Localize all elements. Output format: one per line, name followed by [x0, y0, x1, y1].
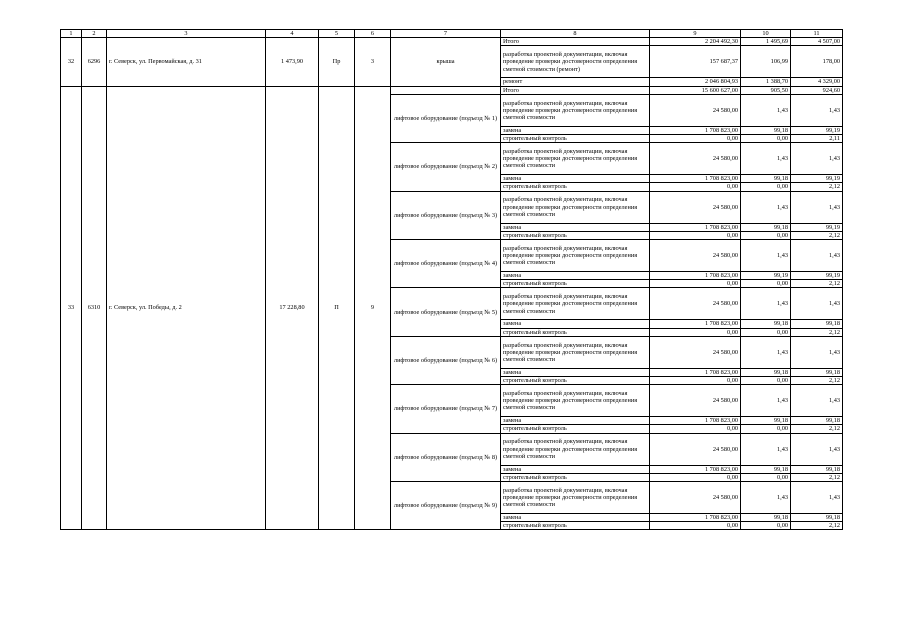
work-type: замена — [501, 175, 650, 183]
column-number-row — [61, 30, 843, 38]
cost-amount: 1 708 823,00 — [650, 272, 741, 280]
work-type: строительный контроль — [501, 425, 650, 433]
max-unit-cost: 4 329,00 — [791, 78, 843, 86]
work-type: строительный контроль — [501, 473, 650, 481]
cost-amount: 0,00 — [650, 183, 741, 191]
work-type: Итого — [501, 86, 650, 94]
element-name: лифтовое оборудование (подъезд № 6) — [391, 336, 501, 384]
unit-cost: 1,43 — [741, 240, 791, 272]
work-type: разработка проектной документации, включая проведение проверки достоверности определения сметной стоимости — [501, 433, 650, 465]
work-type: строительный контроль — [501, 377, 650, 385]
work-type: разработка проектной документации, включая проведение проверки достоверности определения сметной стоимости — [501, 191, 650, 223]
unit-cost: 0,00 — [741, 135, 791, 143]
unit-cost: 99,18 — [741, 223, 791, 231]
unit-cost: 1,43 — [741, 143, 791, 175]
cost-amount: 1 708 823,00 — [650, 465, 741, 473]
unit-cost: 99,18 — [741, 465, 791, 473]
max-unit-cost: 4 507,00 — [791, 38, 843, 46]
cost-amount: 157 687,37 — [650, 46, 741, 78]
element-name: лифтовое оборудование (подъезд № 3) — [391, 191, 501, 239]
building-type: П — [319, 86, 355, 530]
table-row — [61, 38, 843, 46]
unit-cost: 1,43 — [741, 385, 791, 417]
element-name: лифтовое оборудование (подъезд № 4) — [391, 240, 501, 288]
column-number: 9 — [650, 30, 741, 38]
row-number: 33 — [61, 86, 82, 530]
max-unit-cost: 2,11 — [791, 135, 843, 143]
max-unit-cost: 1,43 — [791, 240, 843, 272]
column-number: 3 — [107, 30, 266, 38]
unit-cost: 0,00 — [741, 377, 791, 385]
row-number: 32 — [61, 38, 82, 86]
max-unit-cost: 1,43 — [791, 288, 843, 320]
work-type: строительный контроль — [501, 280, 650, 288]
cost-amount: 24 580,00 — [650, 143, 741, 175]
work-type: разработка проектной документации, включая проведение проверки достоверности определения сметной стоимости — [501, 482, 650, 514]
max-unit-cost: 99,18 — [791, 514, 843, 522]
max-unit-cost: 1,43 — [791, 191, 843, 223]
unit-cost: 106,99 — [741, 46, 791, 78]
column-number: 1 — [61, 30, 82, 38]
max-unit-cost: 2,12 — [791, 377, 843, 385]
cost-amount: 0,00 — [650, 425, 741, 433]
unit-cost: 0,00 — [741, 183, 791, 191]
max-unit-cost: 1,43 — [791, 336, 843, 368]
element-name — [391, 86, 501, 94]
column-number: 10 — [741, 30, 791, 38]
cost-amount: 1 708 823,00 — [650, 368, 741, 376]
unit-cost: 0,00 — [741, 231, 791, 239]
unit-cost: 0,00 — [741, 522, 791, 530]
max-unit-cost: 99,19 — [791, 272, 843, 280]
unit-cost: 0,00 — [741, 473, 791, 481]
unit-cost: 99,18 — [741, 368, 791, 376]
cost-amount: 0,00 — [650, 231, 741, 239]
floor-count: 3 — [355, 38, 391, 86]
column-number: 2 — [82, 30, 107, 38]
work-type: строительный контроль — [501, 183, 650, 191]
work-type: замена — [501, 320, 650, 328]
unit-cost: 905,50 — [741, 86, 791, 94]
building-area: 1 473,90 — [266, 38, 319, 86]
unit-cost: 0,00 — [741, 425, 791, 433]
element-name: лифтовое оборудование (подъезд № 1) — [391, 94, 501, 142]
unit-cost: 1,43 — [741, 191, 791, 223]
work-type: разработка проектной документации, включая проведение проверки достоверности определения сметной стоимости — [501, 288, 650, 320]
cost-amount: 24 580,00 — [650, 240, 741, 272]
element-name: крыша — [391, 38, 501, 86]
max-unit-cost: 99,19 — [791, 223, 843, 231]
cost-amount: 2 204 492,30 — [650, 38, 741, 46]
unit-cost: 1 388,70 — [741, 78, 791, 86]
table-row — [61, 86, 843, 94]
work-type: разработка проектной документации, включая проведение проверки достоверности определения сметной стоимости — [501, 385, 650, 417]
cost-amount: 0,00 — [650, 328, 741, 336]
cost-amount: 0,00 — [650, 377, 741, 385]
element-name: лифтовое оборудование (подъезд № 7) — [391, 385, 501, 433]
cost-amount: 1 708 823,00 — [650, 175, 741, 183]
unit-cost: 1,43 — [741, 482, 791, 514]
max-unit-cost: 178,00 — [791, 46, 843, 78]
work-type: строительный контроль — [501, 328, 650, 336]
floor-count: 9 — [355, 86, 391, 530]
work-type: замена — [501, 223, 650, 231]
cost-amount: 0,00 — [650, 473, 741, 481]
cost-amount: 1 708 823,00 — [650, 417, 741, 425]
column-number: 8 — [501, 30, 650, 38]
unit-cost: 99,18 — [741, 126, 791, 134]
element-name: лифтовое оборудование (подъезд № 5) — [391, 288, 501, 336]
max-unit-cost: 1,43 — [791, 143, 843, 175]
cost-amount: 24 580,00 — [650, 191, 741, 223]
element-name: лифтовое оборудование (подъезд № 2) — [391, 143, 501, 191]
max-unit-cost: 2,12 — [791, 231, 843, 239]
unit-cost: 1,43 — [741, 94, 791, 126]
repair-schedule-table — [60, 29, 843, 530]
work-type: замена — [501, 514, 650, 522]
work-type: строительный контроль — [501, 135, 650, 143]
max-unit-cost: 99,19 — [791, 175, 843, 183]
work-type: ремонт — [501, 78, 650, 86]
unit-cost: 99,18 — [741, 514, 791, 522]
max-unit-cost: 2,12 — [791, 522, 843, 530]
unit-cost: 1,43 — [741, 433, 791, 465]
max-unit-cost: 99,18 — [791, 465, 843, 473]
unit-cost: 99,18 — [741, 320, 791, 328]
max-unit-cost: 2,12 — [791, 473, 843, 481]
max-unit-cost: 99,18 — [791, 320, 843, 328]
cost-amount: 1 708 823,00 — [650, 126, 741, 134]
column-number: 7 — [391, 30, 501, 38]
work-type: замена — [501, 126, 650, 134]
work-type: Итого — [501, 38, 650, 46]
work-type: замена — [501, 272, 650, 280]
cost-amount: 1 708 823,00 — [650, 514, 741, 522]
work-type: разработка проектной документации, включая проведение проверки достоверности определения сметной стоимости — [501, 143, 650, 175]
building-type: Пр — [319, 38, 355, 86]
work-type: строительный контроль — [501, 231, 650, 239]
cost-amount: 1 708 823,00 — [650, 223, 741, 231]
cost-amount: 24 580,00 — [650, 288, 741, 320]
element-name: лифтовое оборудование (подъезд № 8) — [391, 433, 501, 481]
building-address: г. Северск, ул. Первомайская, д. 31 — [107, 38, 266, 86]
work-type: разработка проектной документации, включая проведение проверки достоверности определения сметной стоимости — [501, 240, 650, 272]
max-unit-cost: 99,18 — [791, 368, 843, 376]
work-type: замена — [501, 417, 650, 425]
cost-amount: 0,00 — [650, 522, 741, 530]
max-unit-cost: 1,43 — [791, 385, 843, 417]
column-number: 6 — [355, 30, 391, 38]
max-unit-cost: 1,43 — [791, 433, 843, 465]
max-unit-cost: 1,43 — [791, 482, 843, 514]
unit-cost: 0,00 — [741, 328, 791, 336]
max-unit-cost: 2,12 — [791, 328, 843, 336]
unit-cost: 1 495,69 — [741, 38, 791, 46]
cost-amount: 1 708 823,00 — [650, 320, 741, 328]
building-code: 6310 — [82, 86, 107, 530]
work-type: замена — [501, 368, 650, 376]
max-unit-cost: 1,43 — [791, 94, 843, 126]
unit-cost: 99,18 — [741, 417, 791, 425]
max-unit-cost: 2,12 — [791, 425, 843, 433]
work-type: разработка проектной документации, включая проведение проверки достоверности определения сметной стоимости — [501, 336, 650, 368]
max-unit-cost: 99,19 — [791, 126, 843, 134]
unit-cost: 99,19 — [741, 272, 791, 280]
column-number: 4 — [266, 30, 319, 38]
max-unit-cost: 924,60 — [791, 86, 843, 94]
building-address: г. Северск, ул. Победы, д. 2 — [107, 86, 266, 530]
work-type: замена — [501, 465, 650, 473]
unit-cost: 0,00 — [741, 280, 791, 288]
work-type: разработка проектной документации, включая проведение проверки достоверности определения сметной стоимости (ремонт) — [501, 46, 650, 78]
cost-amount: 24 580,00 — [650, 336, 741, 368]
max-unit-cost: 99,18 — [791, 417, 843, 425]
unit-cost: 1,43 — [741, 336, 791, 368]
column-number: 5 — [319, 30, 355, 38]
cost-amount: 24 580,00 — [650, 433, 741, 465]
work-type: разработка проектной документации, включая проведение проверки достоверности определения сметной стоимости — [501, 94, 650, 126]
cost-amount: 24 580,00 — [650, 482, 741, 514]
element-name: лифтовое оборудование (подъезд № 9) — [391, 482, 501, 530]
work-type: строительный контроль — [501, 522, 650, 530]
cost-amount: 24 580,00 — [650, 94, 741, 126]
cost-amount: 0,00 — [650, 135, 741, 143]
column-number: 11 — [791, 30, 843, 38]
max-unit-cost: 2,12 — [791, 183, 843, 191]
building-area: 17 228,80 — [266, 86, 319, 530]
cost-amount: 15 600 627,00 — [650, 86, 741, 94]
max-unit-cost: 2,12 — [791, 280, 843, 288]
cost-amount: 0,00 — [650, 280, 741, 288]
building-code: 6296 — [82, 38, 107, 86]
unit-cost: 99,18 — [741, 175, 791, 183]
cost-amount: 24 580,00 — [650, 385, 741, 417]
cost-amount: 2 046 804,93 — [650, 78, 741, 86]
unit-cost: 1,43 — [741, 288, 791, 320]
